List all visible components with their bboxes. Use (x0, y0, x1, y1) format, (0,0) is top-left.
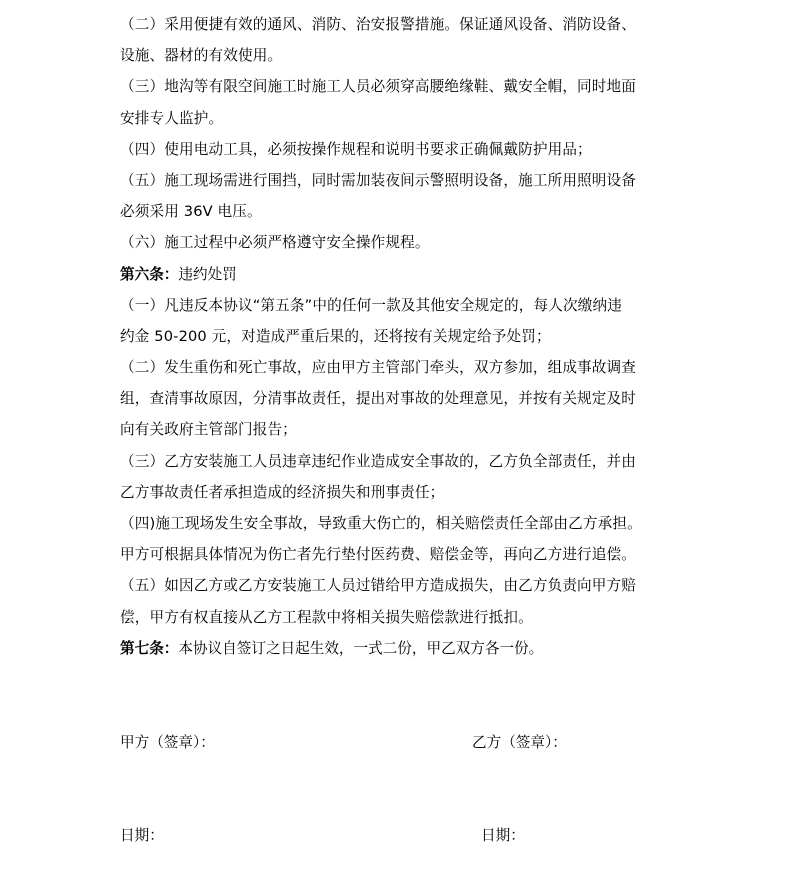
article6-item2-line2: 组，查清事故原因，分清事故责任，提出对事故的处理意见，并按有关规定及时 (120, 390, 637, 408)
party-a-date-label: 日期： (120, 827, 164, 844)
clause5-item2-line1: （二）采用便捷有效的通风、消防、治安报警措施。保证通风设备、消防设备、 (120, 16, 637, 33)
clause5-item3-line2: 安排专人监护。 (120, 109, 224, 127)
article6-item4-line1: （四)施工现场发生安全事故，导致重大伤亡的，相关赔偿责任全部由乙方承担。 (120, 515, 642, 532)
clause5-item4-line1: （四）使用电动工具，必须按操作规程和说明书要求正确佩戴防护用品； (120, 140, 592, 158)
article6-item5-line2: 偿，甲方有权直接从乙方工程款中将相关损失赔偿款进行抵扣。 (120, 608, 533, 626)
article6-item3-line1: （三）乙方安装施工人员违章违纪作业造成安全事故的，乙方负全部责任，并由 (120, 452, 637, 470)
clause5-item6-line1: （六）施工过程中必须严格遵守安全操作规程。 (120, 234, 430, 252)
article7-text: 本协议自签订之日起生效，一式二份，甲乙双方各一份。 (178, 639, 544, 657)
article6-item1-line2: 约金 50-200 元，对造成严重后果的，还将按有关规定给予处罚； (120, 327, 551, 345)
party-b-signature-label: 乙方（签章）： (472, 734, 567, 751)
clause5-item5-line1: （五）施工现场需进行围挡，同时需加装夜间示警照明设备，施工所用照明设备 (120, 171, 637, 189)
clause5-item3-line1: （三）地沟等有限空间施工时施工人员必须穿高腰绝缘鞋、戴安全帽，同时地面 (120, 78, 637, 96)
article6-item4-line2: 甲方可根据具体情况为伤亡者先行垫付医药费、赔偿金等，再向乙方进行追偿。 (120, 546, 637, 564)
clause5-item2-line2: 设施、器材的有效使用。 (120, 47, 283, 65)
clause5-item5-line2: 必须采用 36V 电压。 (120, 203, 262, 221)
article6-item3-line2: 乙方事故责任者承担造成的经济损失和刑事责任； (120, 483, 445, 501)
article6-label: 第六条： (120, 265, 179, 283)
article6-item1-line1: （一）凡违反本协议“第五条”中的任何一款及其他安全规定的，每人次缴纳违 (120, 296, 622, 314)
article6-item5-line1: （五）如因乙方或乙方安装施工人员过错给甲方造成损失，由乙方负责向甲方赔 (120, 577, 637, 595)
article7-label: 第七条： (120, 639, 179, 657)
party-a-signature-label: 甲方（签章）： (120, 734, 215, 751)
article6-heading (120, 259, 680, 290)
article7-heading (120, 633, 680, 664)
party-b-date-label: 日期： (481, 827, 525, 844)
article6-title: 违约处罚 (178, 265, 237, 283)
agreement-body (120, 9, 680, 664)
cropped-previous-line (120, 0, 420, 2)
article6-item2-line3: 向有关政府主管部门报告； (120, 421, 297, 439)
article6-item2-line1: （二）发生重伤和死亡事故，应由甲方主管部门牵头，双方参加，组成事故调查 (120, 359, 637, 377)
